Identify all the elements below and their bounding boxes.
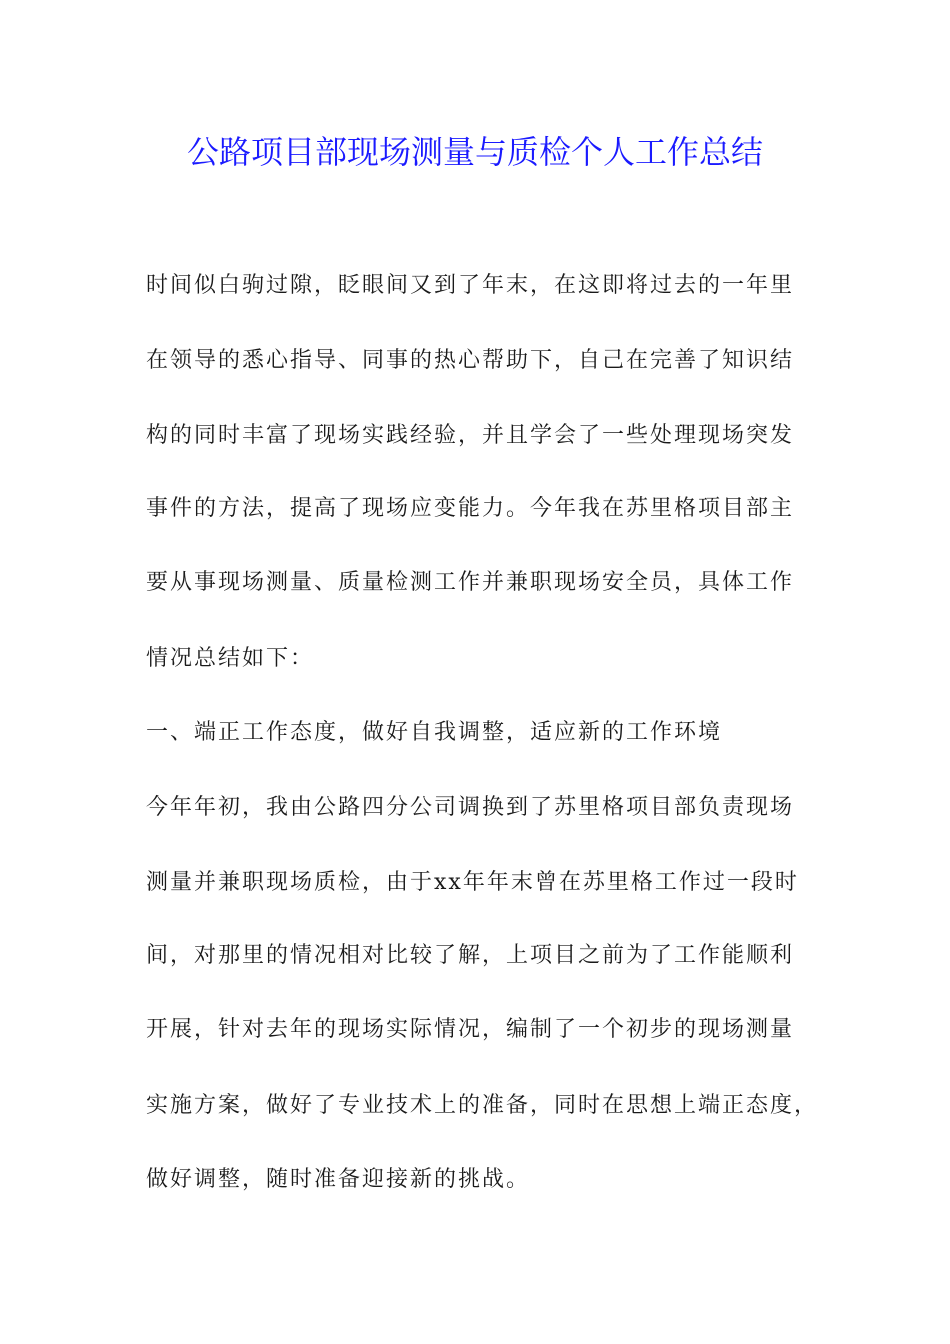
body-line-5: 要从事现场测量、质量检测工作并兼职现场安全员，具体工作 <box>146 570 795 595</box>
body-line-4: 事件的方法，提高了现场应变能力。今年我在苏里格项目部主 <box>146 496 795 521</box>
body-line-6: 情况总结如下： <box>146 646 315 671</box>
body-line-13: 做好调整，随时准备迎接新的挑战。 <box>146 1167 531 1192</box>
body-line-11: 开展，针对去年的现场实际情况，编制了一个初步的现场测量 <box>146 1017 795 1042</box>
body-line-1: 时间似白驹过隙，眨眼间又到了年末，在这即将过去的一年里 <box>146 273 795 298</box>
body-line-12: 实施方案，做好了专业技术上的准备，同时在思想上端正态度， <box>146 1093 819 1118</box>
body-line-3: 构的同时丰富了现场实践经验，并且学会了一些处理现场突发 <box>146 423 795 448</box>
document-title: 公路项目部现场测量与质检个人工作总结 <box>186 133 763 171</box>
body-line-9: 测量并兼职现场质检，由于xx年年末曾在苏里格工作过一段时 <box>146 870 799 895</box>
body-line-10: 间，对那里的情况相对比较了解，上项目之前为了工作能顺利 <box>146 943 795 968</box>
body-line-8: 今年年初，我由公路四分公司调换到了苏里格项目部负责现场 <box>146 795 795 820</box>
section-heading-1: 一、端正工作态度，做好自我调整，适应新的工作环境 <box>146 720 723 745</box>
body-line-2: 在领导的悉心指导、同事的热心帮助下，自己在完善了知识结 <box>146 348 795 373</box>
